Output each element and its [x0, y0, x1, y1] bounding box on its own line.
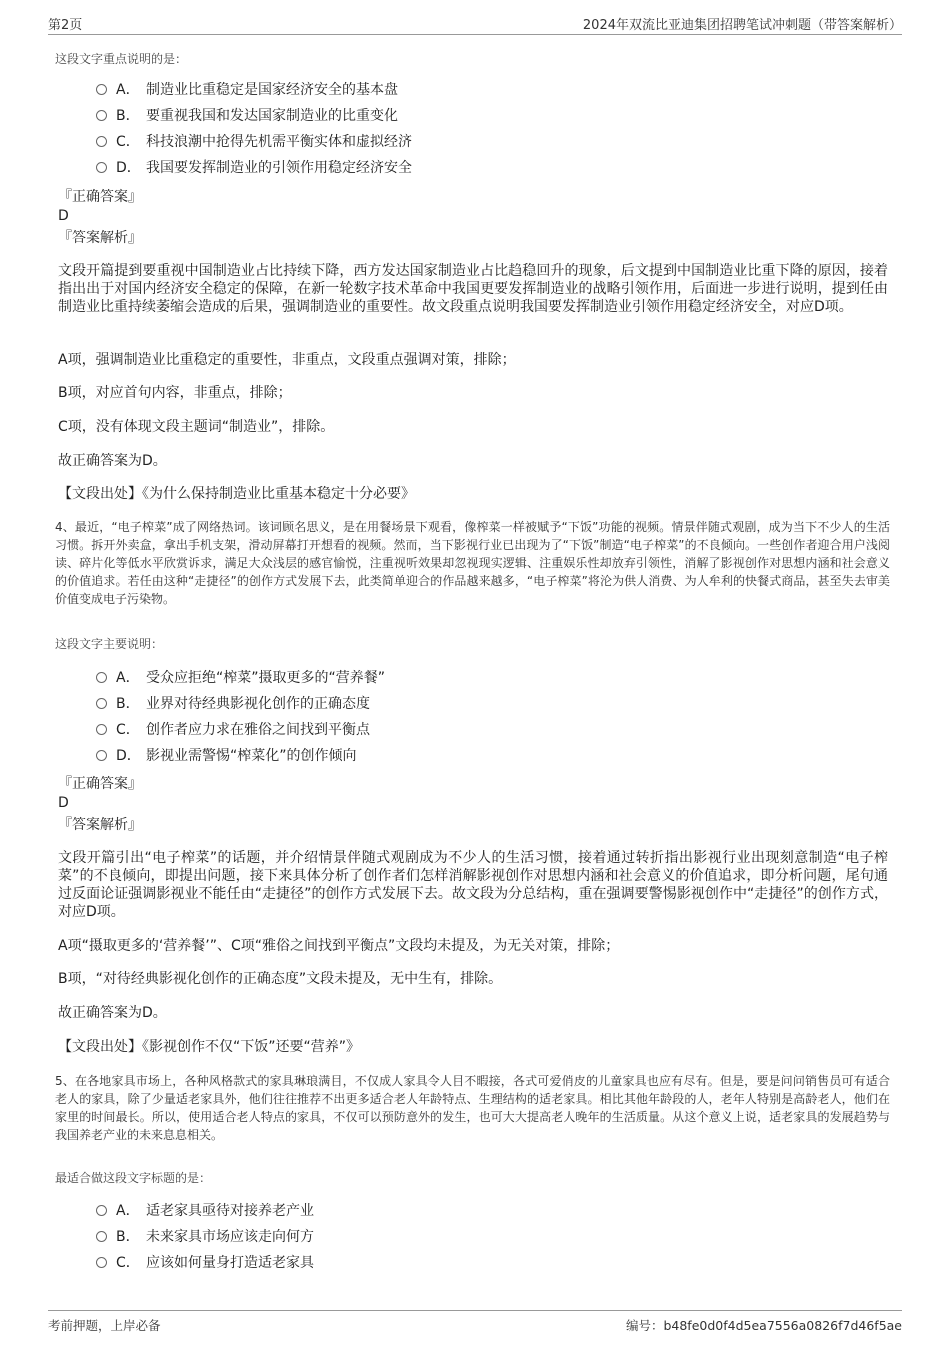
radio-icon[interactable]: [96, 136, 107, 147]
analysis-label: 『答案解析』: [58, 817, 142, 833]
radio-icon[interactable]: [96, 110, 107, 121]
answer-label: 『正确答案』: [58, 189, 142, 205]
analysis-line: 故正确答案为D。: [58, 1005, 167, 1021]
analysis-text: 文段开篇提到要重视中国制造业占比持续下降，西方发达国家制造业占比趋稳回升的现象，后文提到中国制造业比重下降的原因，接着指出出于对国内经济安全稳定的保障，在新一轮数字技术革命中我国更要发挥制造业的战略引领作用，后面进一步进行说明，提到任由制造业比重持续萎缩会造成的后果，强调制造业的重要性。故文段重点说明我国要发挥制造业引领作用稳定经济安全，对应D项。: [58, 263, 888, 315]
question-prompt: 这段文字重点说明的是：: [55, 52, 188, 66]
option-b[interactable]: B． 业界对待经典影视化创作的正确态度: [96, 694, 370, 714]
option-c[interactable]: C． 应该如何量身打造适老家具: [96, 1253, 314, 1273]
radio-icon[interactable]: [96, 1231, 107, 1242]
answer-value: D: [58, 208, 69, 224]
option-b[interactable]: B． 未来家具市场应该走向何方: [96, 1227, 314, 1247]
analysis-text: 文段开篇引出“电子榨菜”的话题，并介绍情景伴随式观剧成为不少人的生活习惯，接着通过转折指出影视行业出现刻意制造“电子榨菜”的不良倾向，即提出问题，接下来具体分析了创作者们怎样消解影视创作对思想内涵和社会意义的价值追求，即分析问题，尾句通过反面论证强调影视业不能任由“走捷径”的创作方式发展下去。故文段为分总结构，重在强调要警惕影视创作中“走捷径”的创作方式，对应D项。: [58, 850, 888, 920]
analysis-line: A项“摄取更多的‘营养餐’”、C项“雅俗之间找到平衡点”文段均未提及，为无关对策，排除；: [58, 938, 620, 954]
answer-label: 『正确答案』: [58, 776, 142, 792]
option-b[interactable]: B． 要重视我国和发达国家制造业的比重变化: [96, 106, 398, 126]
page-header: [48, 12, 902, 35]
analysis-line: 故正确答案为D。: [58, 453, 167, 469]
page-footer: [48, 1310, 902, 1335]
radio-icon[interactable]: [96, 750, 107, 761]
radio-icon[interactable]: [96, 84, 107, 95]
code-label: 编号：: [625, 1318, 664, 1333]
option-c[interactable]: C． 创作者应力求在雅俗之间找到平衡点: [96, 720, 370, 740]
radio-icon[interactable]: [96, 1205, 107, 1216]
analysis-line: A项，强调制造业比重稳定的重要性，非重点，文段重点强调对策，排除；: [58, 352, 516, 368]
question-prompt: 这段文字主要说明：: [55, 637, 164, 651]
option-d[interactable]: D． 我国要发挥制造业的引领作用稳定经济安全: [96, 158, 412, 178]
radio-icon[interactable]: [96, 162, 107, 173]
radio-icon[interactable]: [96, 672, 107, 683]
analysis-line: B项，对应首句内容，非重点，排除；: [58, 385, 292, 401]
radio-icon[interactable]: [96, 1257, 107, 1268]
question-prompt: 最适合做这段文字标题的是：: [55, 1171, 212, 1185]
document-code: [626, 1316, 902, 1334]
code-value: b48fe0d0f4d5ea7556a0826f7d46f5ae: [663, 1318, 902, 1333]
radio-icon[interactable]: [96, 724, 107, 735]
answer-value: D: [58, 795, 69, 811]
analysis-line: B项，“对待经典影视化创作的正确态度”文段未提及，无中生有，排除。: [58, 971, 503, 987]
option-a[interactable]: A． 受众应拒绝“榨菜”摄取更多的“营养餐”: [96, 668, 385, 688]
analysis-label: 『答案解析』: [58, 230, 142, 246]
question-text: 4、最近，“电子榨菜”成了网络热词。该词顾名思义，是在用餐场景下观看，像榨菜一样被赋予“下饭”功能的视频。情景伴随式观剧，成为当下不少人的生活习惯。拆开外卖盒，拿出手机支架，滑动屏幕打开想看的视频。然而，当下影视行业已出现为了“下饭”制造“电子榨菜”的不良倾向。一些创作者迎合用户浅阅读、碎片化等低水平欣赏诉求，满足大众浅层的感官愉悦，注重视听效果却忽视现实逻辑、注重娱乐性却放弃引领性，消解了影视创作对思想内涵和社会意义的价值追求。若任由这种“走捷径”的创作方式发展下去，此类简单迎合的作品越来越多，“电子榨菜”将沦为供人消费、为人牟利的快餐式商品，甚至失去审美价值变成电子污染物。: [55, 520, 890, 606]
option-c[interactable]: C． 科技浪潮中抢得先机需平衡实体和虚拟经济: [96, 132, 412, 152]
option-a[interactable]: A． 制造业比重稳定是国家经济安全的基本盘: [96, 80, 398, 100]
source-line: 【文段出处】《为什么保持制造业比重基本稳定十分必要》: [58, 486, 415, 502]
option-a[interactable]: A． 适老家具亟待对接养老产业: [96, 1201, 314, 1221]
source-line: 【文段出处】《影视创作不仅“下饭”还要“营养”》: [58, 1039, 361, 1055]
document-title: 2024年双流比亚迪集团招聘笔试冲刺题（带答案解析）: [582, 18, 902, 33]
footer-slogan: 考前押题，上岸必备: [48, 1318, 161, 1333]
analysis-line: C项，没有体现文段主题词“制造业”，排除。: [58, 419, 335, 435]
page-number: 第2页: [48, 18, 83, 33]
question-text: 5、在各地家具市场上，各种风格款式的家具琳琅满目，不仅成人家具令人目不暇接，各式可爱俏皮的儿童家具也应有尽有。但是，要是问问销售员可有适合老人的家具，除了少量适老家具外，他们往往推荐不出更多适合老人年龄特点、生理结构的适老家具。相比其他年龄段的人，老年人特别是高龄老人，他们在家里的时间最长。所以，使用适合老人特点的家具，不仅可以预防意外的发生，也可大大提高老人晚年的生活质量。从这个意义上说，适老家具的发展趋势与我国养老产业的未来息息相关。: [55, 1074, 890, 1142]
option-d[interactable]: D． 影视业需警惕“榨菜化”的创作倾向: [96, 746, 357, 766]
radio-icon[interactable]: [96, 698, 107, 709]
